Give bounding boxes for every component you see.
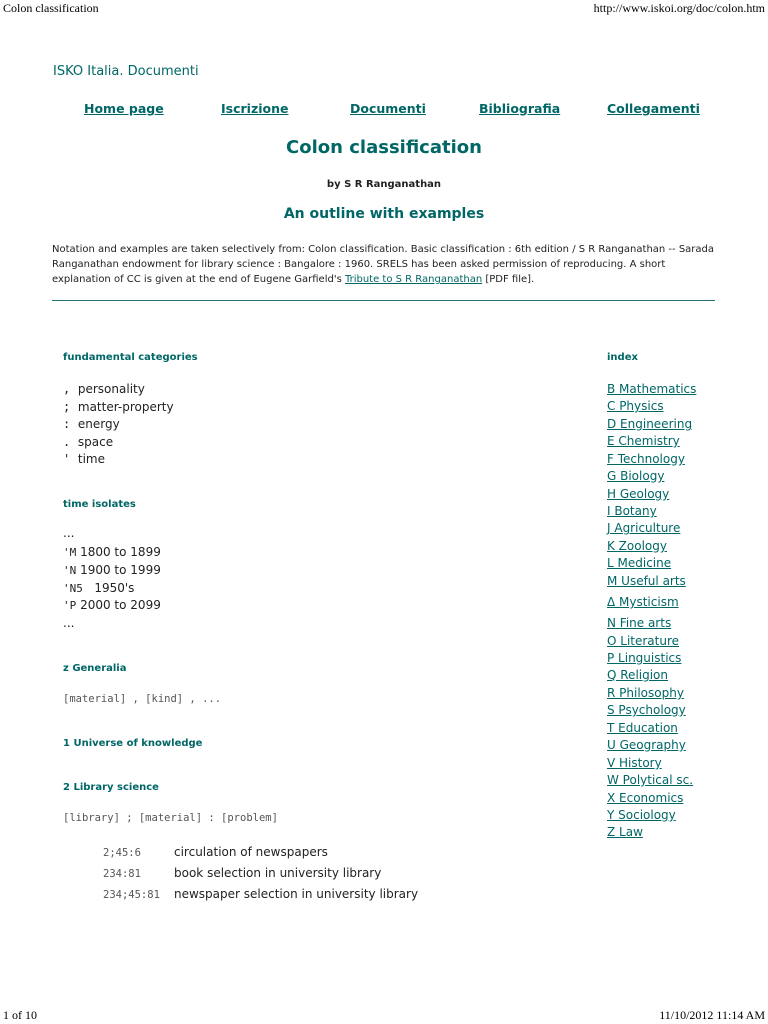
example-desc: book selection in university library xyxy=(174,866,382,880)
time-isolate-item: 'P 2000 to 2099 xyxy=(63,598,161,612)
generalia-formula: [material] , [kind] , ... xyxy=(63,693,222,705)
index-link[interactable]: H Geology xyxy=(607,487,670,501)
fundamental-item: ' time xyxy=(63,452,105,466)
print-url: http://www.iskoi.org/doc/colon.htm xyxy=(593,1,765,15)
nav-documenti[interactable]: Documenti xyxy=(350,101,426,116)
index-link[interactable]: Δ Mysticism xyxy=(607,595,679,609)
index-link[interactable]: D Engineering xyxy=(607,417,693,431)
fundamental-item: : energy xyxy=(63,417,120,431)
index-link[interactable]: Y Sociology xyxy=(607,808,676,822)
fundamental-heading: fundamental categories xyxy=(63,352,198,363)
library-formula: [library] ; [material] : [problem] xyxy=(63,812,278,824)
intro-text: Notation and examples are taken selectively from: Colon classification. Basic classification : 6th edition / S R Ranganathan -- Sarada Ranganathan endowment for library science : Bangalore : 1960. SRELS has been asked permission of reproducing. A short explanation of CC is given at the end of Eugene Garfield's xyxy=(52,244,715,285)
garfield-tribute-link[interactable]: Tribute to S R Ranganathan xyxy=(344,274,483,285)
index-link[interactable]: W Polytical sc. xyxy=(607,773,694,787)
index-link[interactable]: X Economics xyxy=(607,791,684,805)
print-title: Colon classification xyxy=(3,1,99,15)
index-heading: index xyxy=(607,352,638,363)
example-desc: circulation of newspapers xyxy=(174,845,328,859)
intro-paragraph xyxy=(52,242,720,287)
index-link[interactable]: Q Religion xyxy=(607,668,669,682)
example-code: 234;45:81 xyxy=(103,889,160,901)
ellipsis: ... xyxy=(63,616,75,630)
index-link[interactable]: C Physics xyxy=(607,399,664,413)
index-link[interactable]: V History xyxy=(607,756,662,770)
example-code: 234:81 xyxy=(103,868,141,880)
index-link[interactable]: K Zoology xyxy=(607,539,667,553)
index-link[interactable]: U Geography xyxy=(607,738,686,752)
fundamental-item: ; matter-property xyxy=(63,400,174,414)
example-code: 2;45:6 xyxy=(103,847,141,859)
generalia-heading: z Generalia xyxy=(63,663,127,674)
example-desc: newspaper selection in university library xyxy=(174,887,419,901)
index-link[interactable]: P Linguistics xyxy=(607,651,682,665)
index-link[interactable]: F Technology xyxy=(607,452,685,466)
nav-bibliografia[interactable]: Bibliografia xyxy=(479,101,561,116)
fundamental-item: , personality xyxy=(63,382,145,396)
time-isolates-heading: time isolates xyxy=(63,499,136,510)
index-link[interactable]: T Education xyxy=(607,721,678,735)
index-link[interactable]: B Mathematics xyxy=(607,382,697,396)
time-isolate-item: 'N 1900 to 1999 xyxy=(63,563,161,577)
index-link[interactable]: R Philosophy xyxy=(607,686,684,700)
nav-home-page[interactable]: Home page xyxy=(84,101,164,116)
index-link[interactable]: J Agriculture xyxy=(607,521,681,535)
index-link[interactable]: G Biology xyxy=(607,469,665,483)
nav-iscrizione[interactable]: Iscrizione xyxy=(221,101,289,116)
time-isolate-item: 'N5 1950's xyxy=(63,581,135,595)
index-link[interactable]: E Chemistry xyxy=(607,434,680,448)
site-title: ISKO Italia. Documenti xyxy=(53,64,199,79)
index-link[interactable]: M Useful arts xyxy=(607,574,686,588)
page-title: Colon classification xyxy=(286,137,482,158)
index-link[interactable]: I Botany xyxy=(607,504,657,518)
index-link[interactable]: Z Law xyxy=(607,825,643,839)
universe-heading: 1 Universe of knowledge xyxy=(63,738,203,749)
index-link[interactable]: N Fine arts xyxy=(607,616,672,630)
time-isolate-item: 'M 1800 to 1899 xyxy=(63,545,161,559)
page-count: 1 of 10 xyxy=(3,1008,37,1022)
intro-suffix: [PDF file]. xyxy=(482,274,535,285)
index-link[interactable]: L Medicine xyxy=(607,556,672,570)
ellipsis: ... xyxy=(63,526,75,540)
index-link[interactable]: O Literature xyxy=(607,634,680,648)
fundamental-item: . space xyxy=(63,435,114,449)
byline: by S R Ranganathan xyxy=(326,179,442,190)
divider xyxy=(52,300,715,301)
nav-collegamenti[interactable]: Collegamenti xyxy=(607,101,700,116)
library-heading: 2 Library science xyxy=(63,782,159,793)
print-datetime: 11/10/2012 11:14 AM xyxy=(659,1008,765,1022)
subtitle: An outline with examples xyxy=(283,206,485,222)
index-link[interactable]: S Psychology xyxy=(607,703,686,717)
